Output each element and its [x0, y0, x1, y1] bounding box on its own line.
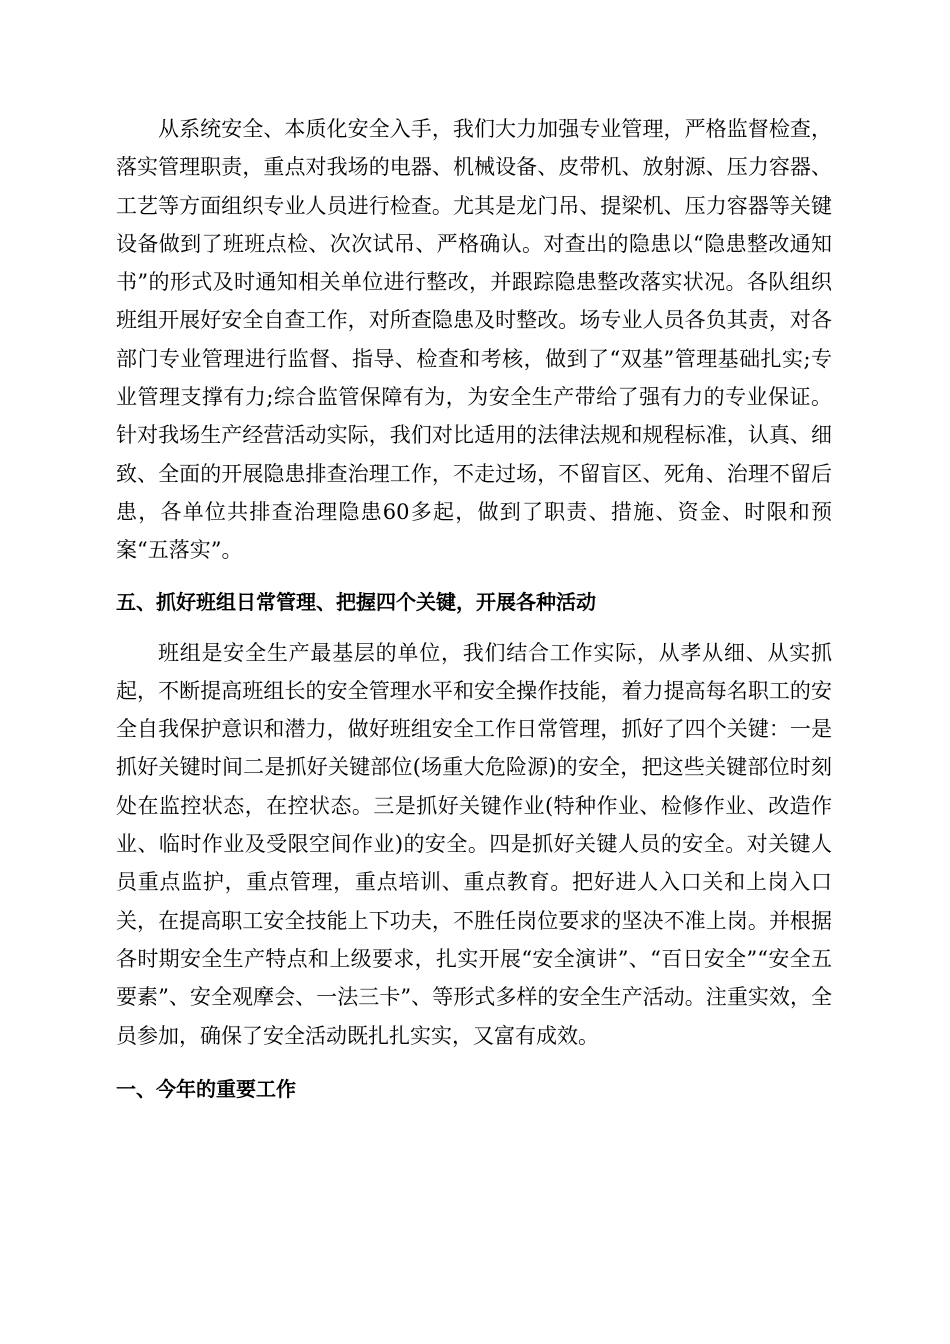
body-paragraph-safety-inspection: 从系统安全、本质化安全入手，我们大力加强专业管理，严格监督检查，落实管理职责，重点对我场的电器、机械设备、皮带机、放射源、压力容器、工艺等方面组织专业人员进行检查。尤其是龙门吊、提梁机、压力容器等关键设备做到了班班点检、次次试吊、严格确认。对查出的隐患以“隐患整改通知书”的形式及时通知相关单位进行整改，并跟踪隐患整改落实状况。各队组织班组开展好安全自查工作，对所查隐患及时整改。场专业人员各负其责，对各部门专业管理进行监督、指导、检查和考核，做到了“双基”管理基础扎实;专业管理支撑有力;综合监管保障有为，为安全生产带给了强有力的专业保证。针对我场生产经营活动实际，我们对比适用的法律法规和规程标准，认真、细致、全面的开展隐患排查治理工作，不走过场，不留盲区、死角、治理不留后患，各单位共排查治理隐患60多起，做到了职责、措施、资金、时限和预案“五落实”。: [116, 117, 832, 563]
section-heading-five: 五、抓好班组日常管理、把握四个关键，开展各种活动: [116, 589, 596, 614]
section-heading-one: 一、今年的重要工作: [116, 1076, 296, 1101]
body-paragraph-team-management: 班组是安全生产最基层的单位，我们结合工作实际，从孝从细、从实抓起，不断提高班组长的安全管理水平和安全操作技能，着力提高每名职工的安全自我保护意识和潜力，做好班组安全工作日常管理，抓好了四个关键：一是抓好关键时间二是抓好关键部位(场重大危险源)的安全，把这些关键部位时刻处在监控状态，在控状态。三是抓好关键作业(特种作业、检修作业、改造作业、临时作业及受限空间作业)的安全。四是抓好关键人员的安全。对关键人员重点监护，重点管理，重点培训、重点教育。把好进人入口关和上岗入口关，在提高职工安全技能上下功夫，不胜任岗位要求的坚决不准上岗。并根据各时期安全生产特点和上级要求，扎实开展“安全演讲”、“百日安全”“安全五要素”、安全观摩会、一法三卡”、等形式多样的安全生产活动。注重实效，全员参加，确保了安全活动既扎扎实实，又富有成效。: [116, 640, 832, 1048]
document-body: [116, 110, 832, 1104]
